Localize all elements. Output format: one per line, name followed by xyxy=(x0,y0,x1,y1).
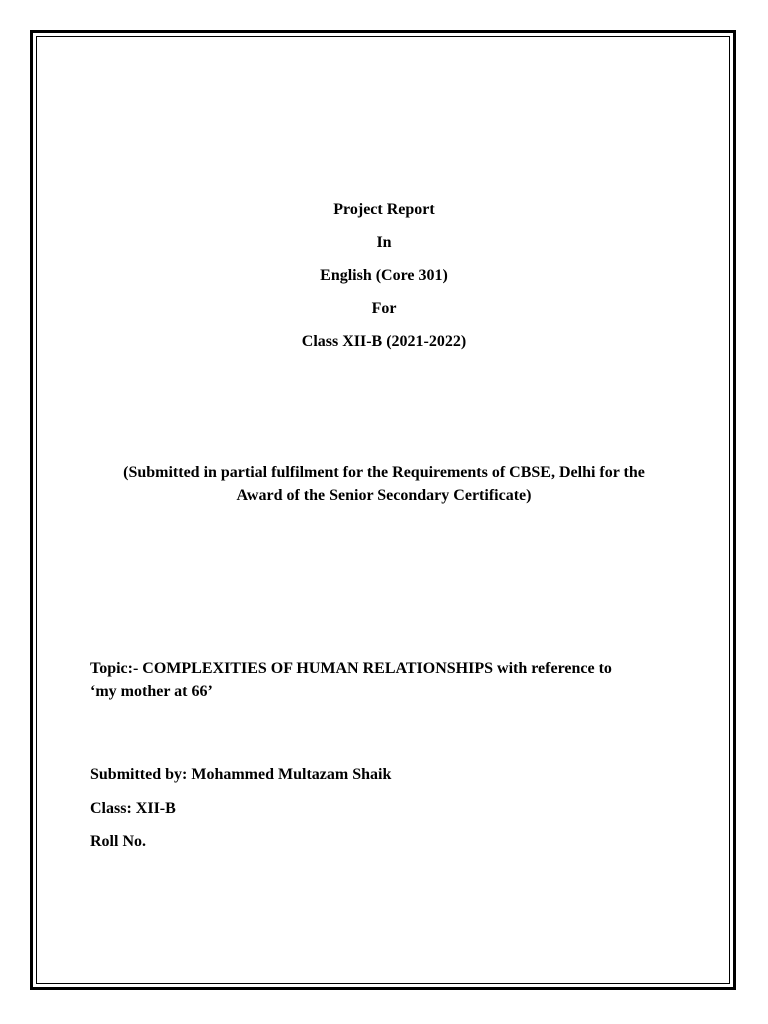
submitted-by: Submitted by: Mohammed Multazam Shaik xyxy=(90,766,392,783)
submission-note-line-2: Award of the Senior Secondary Certificate) xyxy=(236,487,532,504)
roll-no-label: Roll No. xyxy=(90,833,146,850)
class-label: Class: XII-B xyxy=(90,800,176,817)
submission-note-line-1: (Submitted in partial fulfilment for the Requirements of CBSE, Delhi for the xyxy=(123,464,645,481)
report-for-label: For xyxy=(371,300,397,317)
report-heading: Project Report xyxy=(333,201,435,218)
topic-line-1: Topic:- COMPLEXITIES OF HUMAN RELATIONSHIPS with reference to xyxy=(90,660,612,677)
class-session: Class XII-B (2021-2022) xyxy=(301,333,467,350)
report-in-label: In xyxy=(376,234,392,251)
topic-line-2: ‘my mother at 66’ xyxy=(90,683,213,700)
subject-name: English (Core 301) xyxy=(320,267,448,284)
